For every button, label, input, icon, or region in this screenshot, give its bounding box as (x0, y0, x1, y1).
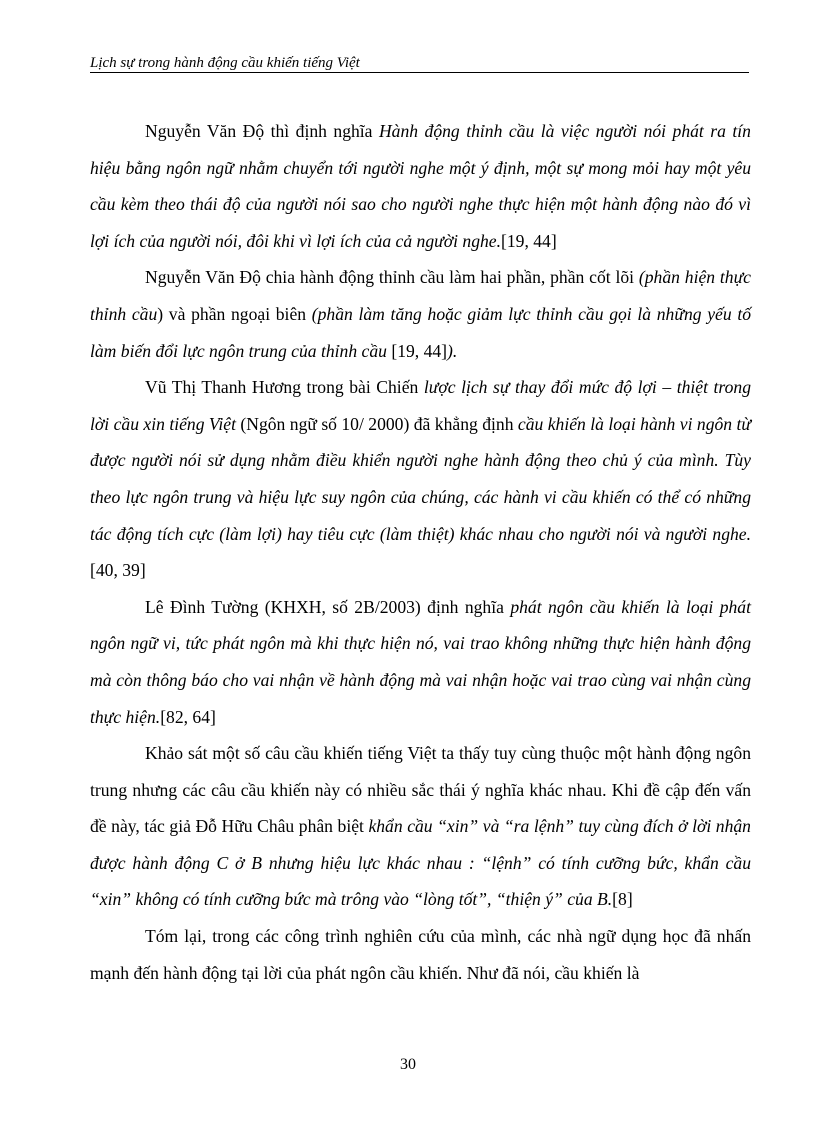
header-rule (90, 72, 749, 73)
paragraph-tuong: Lê Đình Tường (KHXH, số 2B/2003) định nghĩa phát ngôn cầu khiến là loại phát ngôn ngữ vi, tức phát ngôn mà khi thực hiện nó, vai trao không những thực hiện hành động mà còn thông báo cho vai nhận về hành động mà vai nhận hoặc vai trao cùng vai nhận cùng thực hiện.[82, 64] (90, 596, 751, 727)
paragraph-survey: Khảo sát một số câu cầu khiến tiếng Việt ta thấy tuy cùng thuộc một hành động ngôn trung nhưng các câu cầu khiến này có nhiều sắc thái ý nghĩa khác nhau. Khi đề cập đến vấn đề này, tác giả Đỗ Hữu Châu phân biệt khẩn cầu “xin” và “ra lệnh” tuy cùng đích ở lời nhận được hành động C ở B nhưng hiệu lực khác nhau : “lệnh” có tính cưỡng bức, khẩn cầu “xin” không có tính cưỡng bức mà trông vào “lòng tốt”, “thiện ý” của B.[8] (90, 743, 751, 910)
paragraph-huong: Vũ Thị Thanh Hương trong bài Chiến lược lịch sự thay đổi mức độ lợi – thiệt trong lời cầu xin tiếng Việt (Ngôn ngữ số 10/ 2000) đã khẳng định cầu khiến là loại hành vi ngôn từ được người nói sử dụng nhằm điều khiển người nghe hành động theo chủ ý của mình. Tùy theo lực ngôn trung và hiệu lực suy ngôn của chúng, các hành vi cầu khiến có thể có những tác động tích cực (làm lợi) hay tiêu cực (làm thiệt) khác nhau cho người nói và người nghe. [40, 39] (90, 377, 751, 581)
document-body (90, 113, 751, 991)
paragraph-do-division: Nguyễn Văn Độ chia hành động thỉnh cầu làm hai phần, phần cốt lõi (phần hiện thực thỉnh cầu) và phần ngoại biên (phần làm tăng hoặc giảm lực thỉnh cầu gọi là những yếu tố làm biến đổi lực ngôn trung của thỉnh cầu [19, 44]). (90, 267, 752, 361)
page-number: 30 (400, 1056, 416, 1073)
paragraph-do-definition: Nguyễn Văn Độ thì định nghĩa Hành động thỉnh cầu là việc người nói phát ra tín hiệu bằng ngôn ngữ nhằm chuyển tới người nghe một ý định, một sự mong mỏi hay một yêu cầu kèm theo thái độ của người nói sao cho người nghe thực hiện một hành động nào đó vì lợi ích của người nói, đôi khi vì lợi ích của cả người nghe.[19, 44] (90, 121, 751, 251)
running-header: Lịch sự trong hành động cầu khiến tiếng Việt (90, 55, 360, 71)
paragraph-summary: Tóm lại, trong các công trình nghiên cứu của mình, các nhà ngữ dụng học đã nhấn mạnh đến hành động tại lời của phát ngôn cầu khiến. Như đã nói, cầu khiến là (90, 926, 751, 983)
